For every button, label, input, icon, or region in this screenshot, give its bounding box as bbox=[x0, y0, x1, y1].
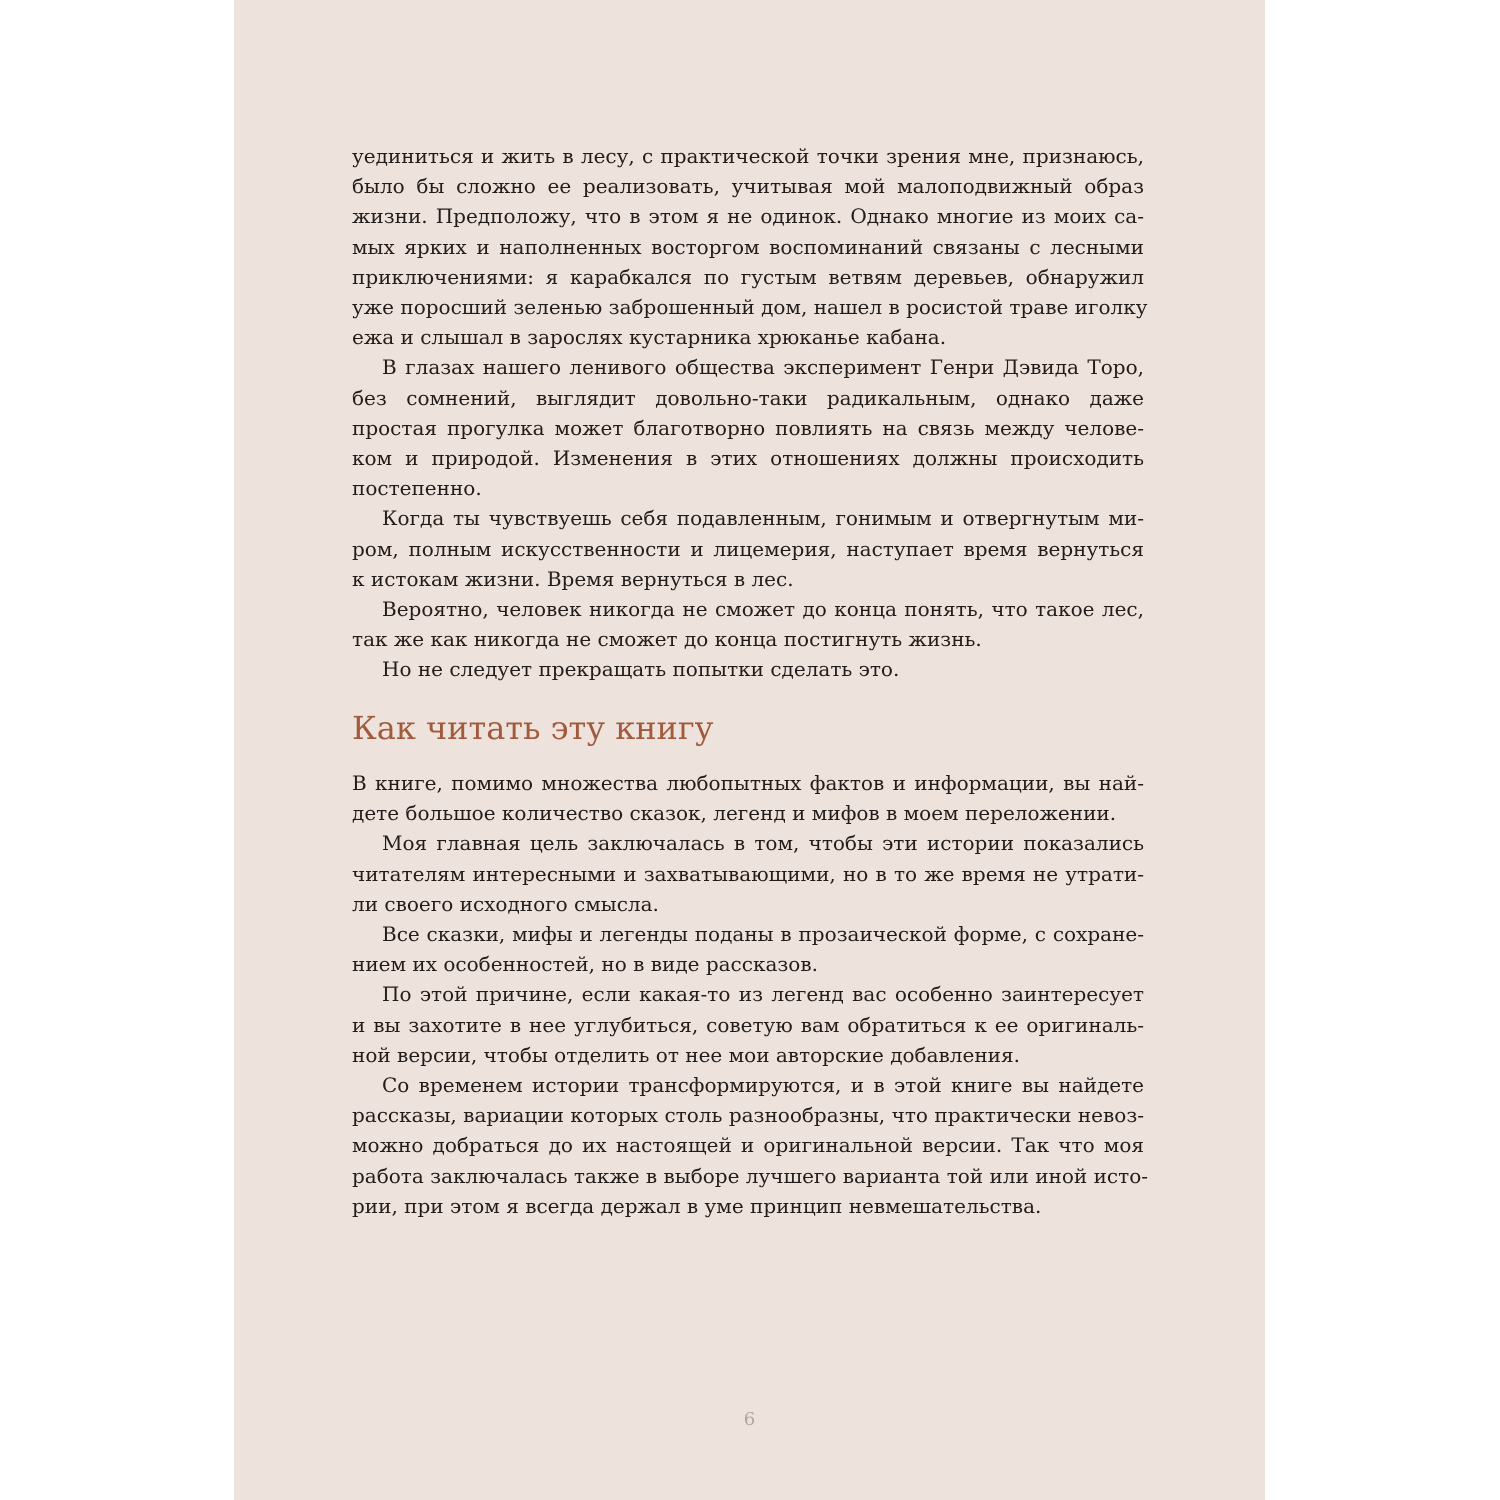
text-line: рии, при этом я всегда держал в уме принцип невмешательства. bbox=[352, 1193, 1042, 1218]
text-line: В глазах нашего ленивого общества эксперимент Генри Дэвида Торо, bbox=[382, 355, 1144, 380]
text-line: нием их особенностей, но в виде рассказов. bbox=[352, 952, 818, 977]
text-line: было бы сложно ее реализовать, учитывая мой малоподвижный образ bbox=[352, 174, 1144, 199]
text-line: мых ярких и наполненных восторгом воспоминаний связаны с лесными bbox=[352, 234, 1144, 259]
paragraph bbox=[352, 1070, 1148, 1221]
text-line: постепенно. bbox=[352, 476, 482, 501]
text-line: ежа и слышал в зарослях кустарника хрюканье кабана. bbox=[352, 325, 947, 350]
text-line: уже поросший зеленью заброшенный дом, нашел в росистой траве иголку bbox=[352, 295, 1148, 320]
paragraph bbox=[352, 768, 1144, 828]
text-line: По этой причине, если какая-то из легенд вас особенно заинтересует bbox=[382, 982, 1144, 1007]
text-line: так же как никогда не сможет до конца постигнуть жизнь. bbox=[352, 627, 982, 652]
paragraph bbox=[352, 919, 1144, 979]
text-line: читателям интересными и захватывающими, но в то же время не утрати- bbox=[352, 861, 1144, 886]
paragraph bbox=[352, 503, 1144, 594]
paragraph bbox=[352, 141, 1148, 352]
text-line: дете большое количество сказок, легенд и мифов в моем переложении. bbox=[352, 801, 1117, 826]
text-line: Все сказки, мифы и легенды поданы в прозаической форме, с сохране- bbox=[382, 922, 1144, 947]
text-line: Со временем истории трансформируются, и в этой книге вы найдете bbox=[382, 1073, 1144, 1098]
text-line: к истокам жизни. Время вернуться в лес. bbox=[352, 566, 794, 591]
text-line: Моя главная цель заключалась в том, чтобы эти истории показались bbox=[382, 831, 1144, 856]
text-line: жизни. Предположу, что в этом я не одинок. Однако многие из моих са- bbox=[352, 204, 1144, 229]
text-line: ли своего исходного смысла. bbox=[352, 891, 659, 916]
text-line: ной версии, чтобы отделить от нее мои авторские добавления. bbox=[352, 1042, 1020, 1067]
text-line: уединиться и жить в лесу, с практической точки зрения мне, признаюсь, bbox=[352, 144, 1144, 168]
text-line: В книге, помимо множества любопытных фактов и информации, вы най- bbox=[352, 771, 1144, 795]
paragraph bbox=[352, 979, 1144, 1070]
page-number: 6 bbox=[743, 1409, 756, 1430]
paragraph bbox=[352, 594, 1144, 654]
section-heading: Как читать эту книгу bbox=[352, 709, 714, 747]
text-line: ком и природой. Изменения в этих отношениях должны происходить bbox=[352, 446, 1144, 471]
text-line: Когда ты чувствуешь себя подавленным, гонимым и отвергнутым ми- bbox=[382, 506, 1144, 531]
text-line: без сомнений, выглядит довольно-таки радикальным, однако даже bbox=[352, 385, 1144, 410]
paragraph bbox=[352, 654, 1144, 684]
paragraph bbox=[352, 828, 1144, 919]
text-line: и вы захотите в нее углубиться, советую вам обратиться к ее оригиналь- bbox=[352, 1012, 1144, 1037]
text-line: приключениями: я карабкался по густым ветвям деревьев, обнаружил bbox=[352, 264, 1144, 289]
text-line: работа заключалась также в выборе лучшего варианта той или иной исто- bbox=[352, 1163, 1148, 1188]
paragraph bbox=[352, 352, 1144, 503]
text-line: рассказы, вариации которых столь разнообразны, что практически невоз- bbox=[352, 1103, 1144, 1128]
text-line: можно добраться до их настоящей и оригинальной версии. Так что моя bbox=[352, 1133, 1144, 1158]
text-line: ром, полным искусственности и лицемерия, наступает время вернуться bbox=[352, 536, 1144, 561]
book-page bbox=[234, 0, 1265, 1500]
body-text-section-2 bbox=[352, 768, 1148, 1221]
text-line: простая прогулка может благотворно повлиять на связь между челове- bbox=[352, 415, 1144, 440]
body-text-section-1 bbox=[352, 141, 1148, 685]
text-line: Но не следует прекращать попытки сделать это. bbox=[382, 657, 900, 682]
text-line: Вероятно, человек никогда не сможет до конца понять, что такое лес, bbox=[382, 597, 1144, 622]
